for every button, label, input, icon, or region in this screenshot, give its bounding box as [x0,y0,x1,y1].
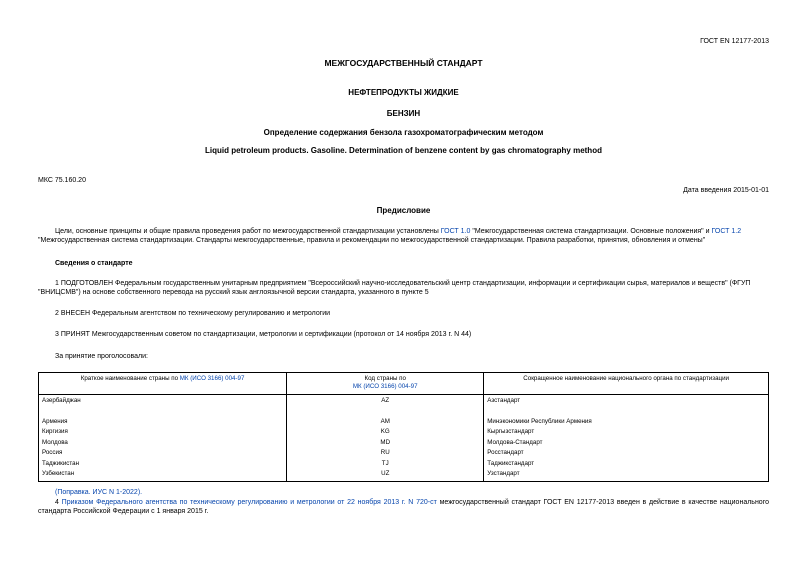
table-row: Таджикистан TJ Таджикстандарт [39,460,769,471]
preface-intro [38,227,769,246]
info-heading: Сведения о стандарте [55,260,133,267]
item-1-prepared: 1 ПОДГОТОВЛЕН Федеральным государственным унитарным предприятием "Всероссийский научно-исследовательский центр стандартизации, информации и сертификации сырья, материалов и веществ" (ФГУП "ВНИЦСМВ") на основе собственного перевода на русский язык англоязычной версии стандарта, указанного в пункте 5 [38,280,751,297]
table-row: Узбекистан UZ Узстандарт [39,470,769,481]
table-spacer-row [39,407,769,418]
mks-code: МКС 75.160.20 [38,177,86,184]
intro-text-a: Цели, основные принципы и общие правила проведения работ по межгосударственной стандартизации установлены [55,228,441,235]
title-line-3: Определение содержания бензола газохроматографическим методом [263,128,544,137]
table-row: Киргизия KG Кыргызстандарт [39,428,769,439]
voting-states-table [38,372,769,482]
effective-date: Дата введения 2015-01-01 [683,187,769,194]
item-2-submitted: 2 ВНЕСЕН Федеральным агентством по техническому регулированию и метрологии [55,310,331,317]
rosstandart-order-link[interactable]: Приказом Федерального агентства по техническому регулированию и метрологии от 22 ноября 2013 г. N 720-ст [61,499,437,506]
table-row: Армения AM Минэкономики Республики Армения [39,418,769,429]
intro-text-c: "Межгосударственная система стандартизации. Стандарты межгосударственные, правила и рекомендации по межгосударственной стандартизации. Правила разработки, принятия, обновления и отмены" [38,237,706,245]
mk-iso-link-1[interactable]: МК (ИСО 3166) 004-97 [179,375,245,382]
mk-iso-link-2[interactable]: МК (ИСО 3166) 004-97 [352,383,418,391]
amendment-link[interactable]: (Поправка. ИУС N 1-2022). [55,489,143,496]
standard-type-title: МЕЖГОСУДАРСТВЕННЫЙ СТАНДАРТ [324,58,483,68]
header-code: Код страны по МК (ИСО 3166) 004-97 [287,373,484,395]
voted-for-label: За принятие проголосовали: [55,353,148,360]
title-line-2: БЕНЗИН [386,109,421,118]
table-row: Россия RU Росстандарт [39,449,769,460]
header-body: Сокращенное наименование национального органа по стандартизации [484,373,769,395]
gost-1-2-link[interactable]: ГОСТ 1.2 [711,228,742,235]
table-row: Молдова MD Молдова-Стандарт [39,439,769,450]
title-line-1: НЕФТЕПРОДУКТЫ ЖИДКИЕ [348,88,459,97]
gost-1-0-link[interactable]: ГОСТ 1.0 [440,228,471,235]
table-header-row [39,373,769,395]
table-row: Азербайджан AZ Азстандарт [39,394,769,407]
preface-heading: Предисловие [376,206,431,215]
item-4-enacted: 4 Приказом Федерального агентства по техническому регулированию и метрологии от 22 ноября 2013 г. N 720-ст межгосударственный стандарт ГОСТ EN 12177-2013 введен в действие в качестве национального стандарта Российской Федерации с 1 января 2015 г. [38,499,769,516]
item-3-adopted: 3 ПРИНЯТ Межгосударственным советом по стандартизации, метрологии и сертификации (протокол от 14 ноября 2013 г. N 44) [55,331,472,338]
header-country: Краткое наименование страны по МК (ИСО 3166) 004-97 [39,373,287,395]
title-english: Liquid petroleum products. Gasoline. Determination of benzene content by gas chromatography method [205,146,602,155]
document-code: ГОСТ EN 12177-2013 [700,38,769,45]
amendment-note [55,488,786,497]
intro-text-b: "Межгосударственная система стандартизации. Основные положения" и [470,228,712,235]
